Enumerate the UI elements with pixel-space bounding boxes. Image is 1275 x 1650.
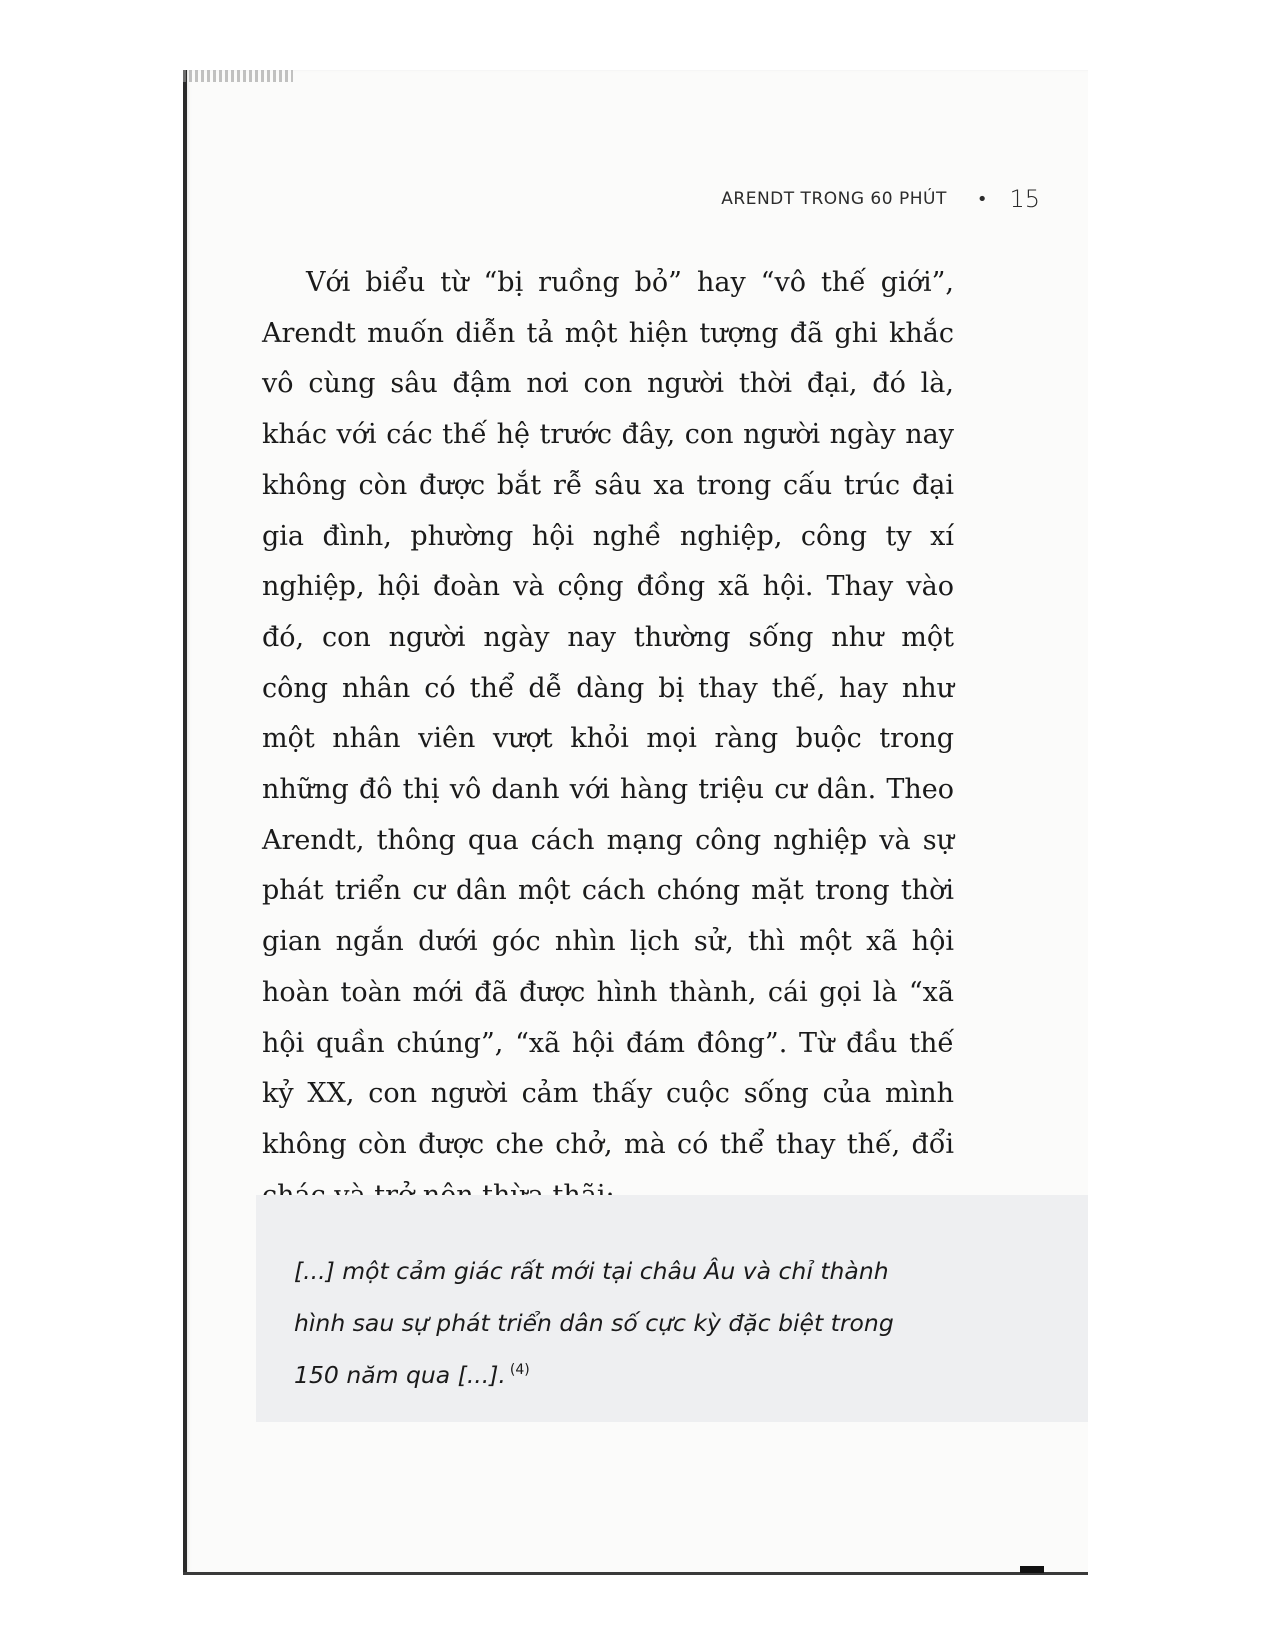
footnote-reference: (4) — [509, 1362, 530, 1379]
running-head — [640, 184, 1040, 214]
page-bottom-mark — [1020, 1566, 1044, 1573]
running-head-title: ARENDT TRONG 60 PHÚT — [721, 189, 947, 209]
scan-artifact — [183, 70, 293, 82]
page-left-edge — [183, 70, 187, 1575]
page-bottom-edge — [183, 1572, 1088, 1575]
body-paragraph: Với biểu từ “bị ruồng bỏ” hay “vô thế giới”, Arendt muốn diễn tả một hiện tượng đã ghi khắc vô cùng sâu đậm nơi con người thời đại, đó là, khác với các thế hệ trước đây, con người ngày nay không còn được bắt rễ sâu xa trong cấu trúc đại gia đình, phường hội nghề nghiệp, công ty xí nghiệp, hội đoàn và cộng đồng xã hội. Thay vào đó, con người ngày nay thường sống như một công nhân có thể dễ dàng bị thay thế, hay như một nhân viên vượt khỏi mọi ràng buộc trong những đô thị vô danh với hàng triệu cư dân. Theo Arendt, thông qua cách mạng công nghiệp và sự phát triển cư dân một cách chóng mặt trong thời gian ngắn dưới góc nhìn lịch sử, thì một xã hội hoàn toàn mới đã được hình thành, cái gọi là “xã hội quần chúng”, “xã hội đám đông”. Từ đầu thế kỷ XX, con người cảm thấy cuộc sống của mình không còn được che chở, mà có thể thay thế, đổi — [262, 267, 954, 1160]
block-quote — [294, 1245, 924, 1401]
running-head-bullet: • — [976, 188, 988, 210]
quote-text: [...] một cảm giác rất mới tại châu Âu và chỉ thành hình sau sự phát triển dân số cực kỳ đặc biệt trong 150 năm qua [...]. — [294, 1257, 894, 1389]
page-number: 15 — [1009, 185, 1040, 213]
